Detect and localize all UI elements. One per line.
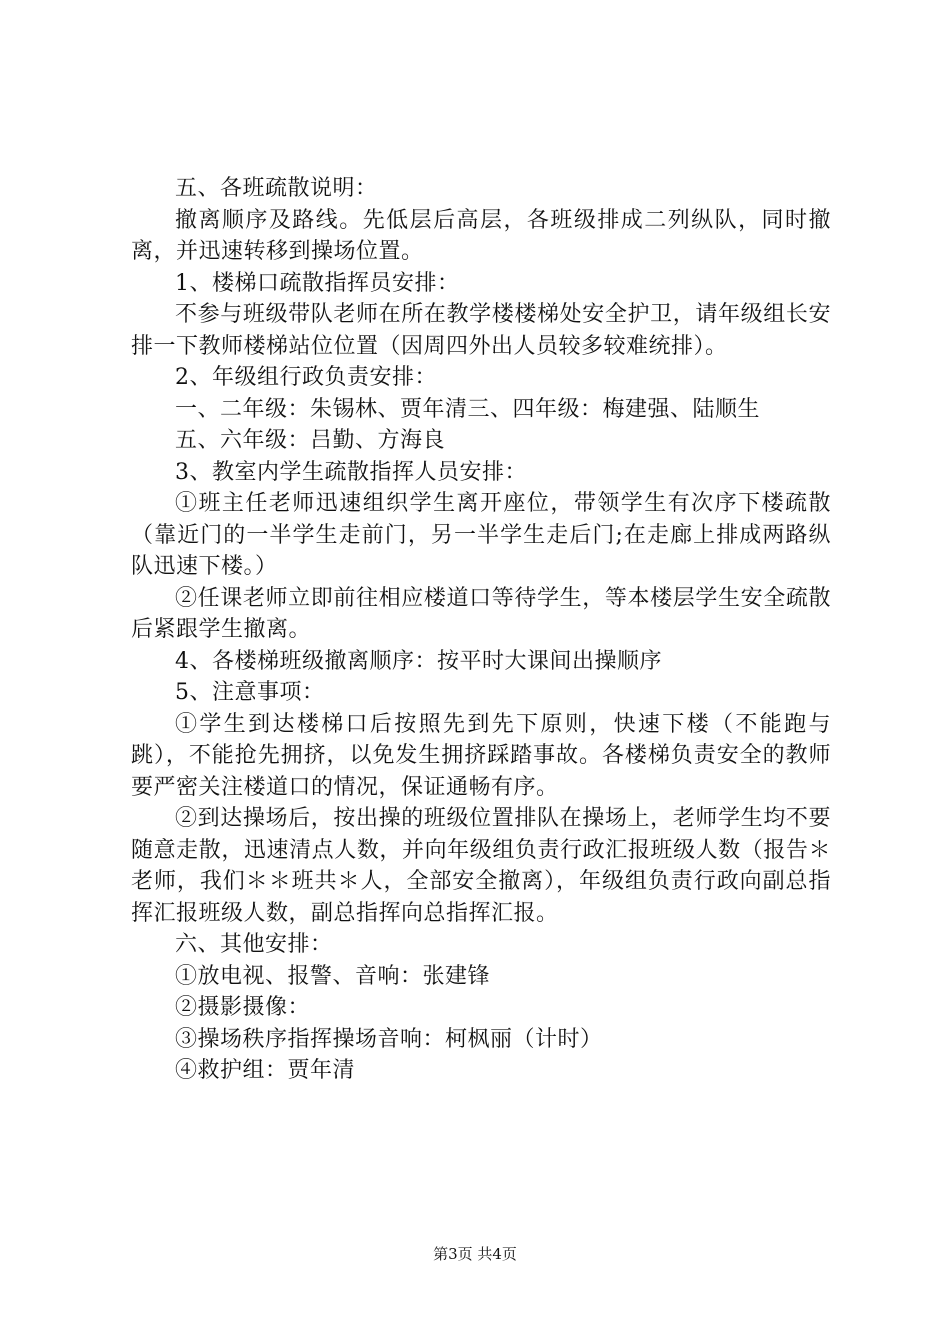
paragraph-precaution-stairs: ①学生到达楼梯口后按照先到先下原则，快速下楼（不能跑与跳），不能抢先拥挤，以免发生拥挤踩踏事故。各楼梯负责安全的教师要严密关注楼道口的情况，保证通畅有序。 bbox=[131, 711, 831, 800]
section-heading-6: 六、其他安排： bbox=[175, 932, 333, 957]
paragraph-precaution-playground: ②到达操场后，按出操的班级位置排队在操场上，老师学生均不要随意走散，迅速清点人数，并向年级组负责行政汇报班级人数（报告＊老师，我们＊＊班共＊人，全部安全撤离），年级组负责行政向副总指挥汇报班级人数，副总指挥向总指挥汇报。 bbox=[131, 806, 831, 926]
document-body bbox=[131, 173, 831, 1087]
paragraph-playground-order: ③操场秩序指挥操场音响：柯枫丽（计时） bbox=[175, 1026, 603, 1052]
paragraph-grade-5-6-staff: 五、六年级：吕勤、方海良 bbox=[175, 428, 446, 453]
paragraph-stairwell-guards: 不参与班级带队老师在所在教学楼楼梯处安全护卫，请年级组长安排一下教师楼梯站位位置（因周四外出人员较多较难统排）。 bbox=[131, 302, 831, 359]
section-heading-5: 五、各班疏散说明： bbox=[175, 176, 378, 201]
subheading-stairwell-marshals: 1、楼梯口疏散指挥员安排： bbox=[175, 270, 460, 296]
paragraph-evacuation-order: 撤离顺序及路线。先低层后高层，各班级排成二列纵队，同时撤离，并迅速转移到操场位置。 bbox=[131, 207, 831, 264]
paragraph-tv-alarm-audio: ①放电视、报警、音响：张建锋 bbox=[175, 963, 491, 989]
paragraph-grade-1-4-staff: 一、二年级：朱锡林、贾年清三、四年级：梅建强、陆顺生 bbox=[175, 396, 761, 422]
paragraph-homeroom-teacher: ①班主任老师迅速组织学生离开座位，带领学生有次序下楼疏散（靠近门的一半学生走前门，另一半学生走后门;在走廊上排成两路纵队迅速下楼。） bbox=[131, 491, 831, 579]
paragraph-photo-video: ②摄影摄像： bbox=[175, 995, 311, 1020]
page-footer: 第3页 共4页 bbox=[433, 1245, 517, 1263]
subheading-precautions: 5、注意事项： bbox=[175, 680, 325, 705]
subheading-grade-admin: 2、年级组行政负责安排： bbox=[175, 365, 437, 390]
paragraph-first-aid: ④救护组：贾年清 bbox=[175, 1058, 356, 1083]
subheading-stair-order: 4、各楼梯班级撤离顺序：按平时大课间出操顺序 bbox=[175, 648, 662, 674]
paragraph-subject-teacher: ②任课老师立即前往相应楼道口等待学生，等本楼层学生安全疏散后紧跟学生撤离。 bbox=[131, 585, 831, 642]
subheading-classroom-marshals: 3、教室内学生疏散指挥人员安排： bbox=[175, 459, 527, 485]
